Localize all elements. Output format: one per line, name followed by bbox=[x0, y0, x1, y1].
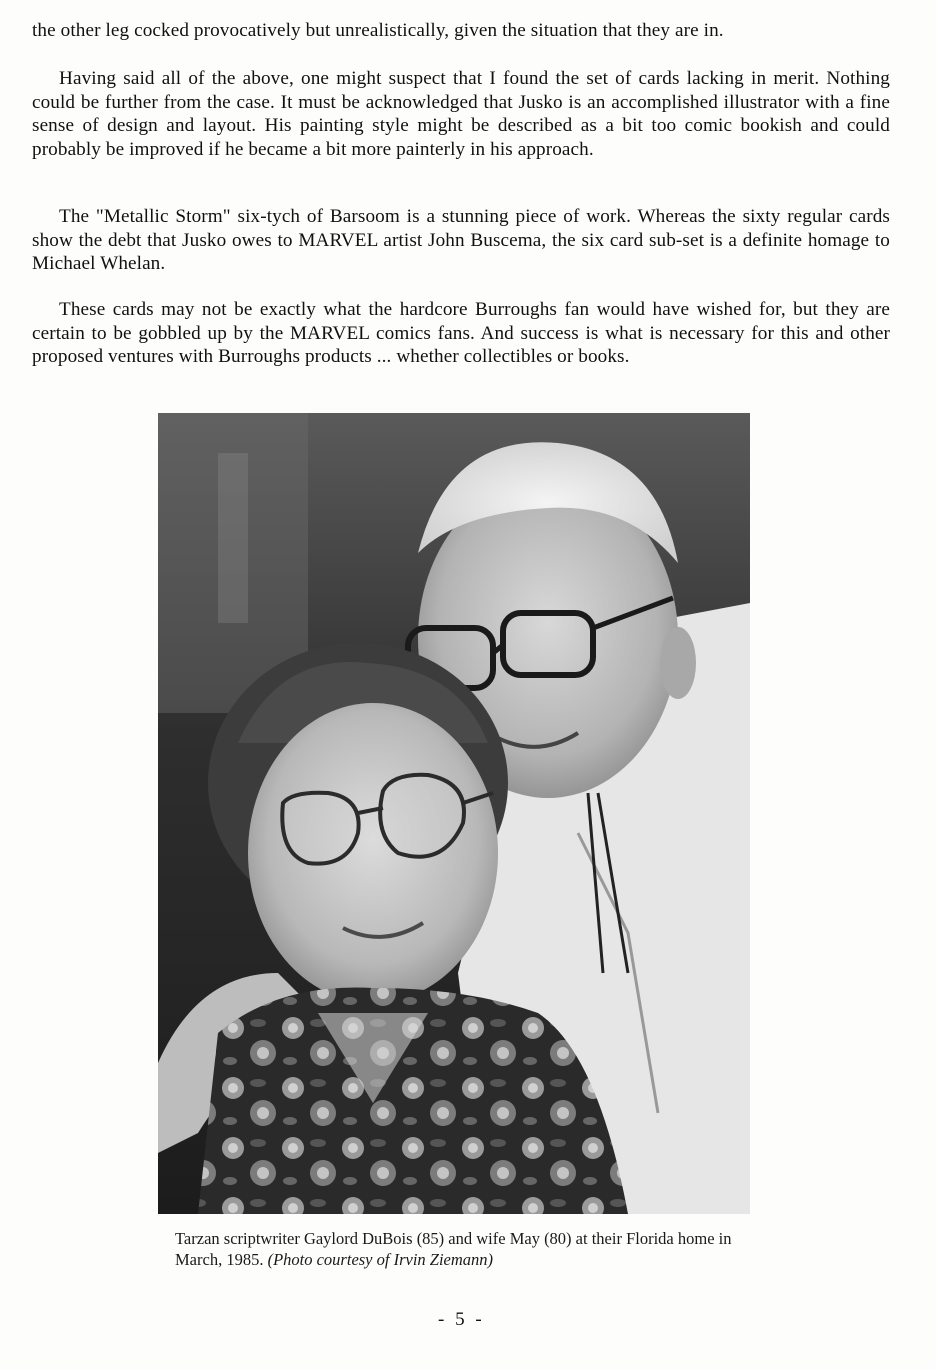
paragraph-continuation: the other leg cocked provocatively but unrealistically, given the situation that they are in. bbox=[32, 20, 724, 41]
paragraph-conclusion: These cards may not be exactly what the hardcore Burroughs fan would have wished for, but they are certain to be gobbled up by the MARVEL comics fans. And success is what is necessary for this and other proposed ventures with Burroughs products ... whether collectibles or books. bbox=[32, 299, 890, 368]
photo-illustration bbox=[158, 413, 750, 1214]
photograph bbox=[158, 413, 750, 1214]
photo-caption bbox=[175, 1228, 745, 1270]
paragraph-metallic-storm: The "Metallic Storm" six-tych of Barsoom is a stunning piece of work. Whereas the sixty regular cards show the debt that Jusko owes to MARVEL artist John Buscema, the six card sub-set is a definite homage to Michael Whelan. bbox=[32, 206, 890, 275]
paragraph-merit: Having said all of the above, one might suspect that I found the set of cards lacking in merit. Nothing could be further from the case. It must be acknowledged that Jusko is an accomplished illustrator with a fine sense of design and layout. His painting style might be described as a bit too comic bookish and could probably be improved if he became a bit more painterly in his approach. bbox=[32, 68, 890, 160]
caption-credit: (Photo courtesy of Irvin Ziemann) bbox=[267, 1250, 494, 1269]
caption-text: Tarzan scriptwriter Gaylord DuBois (85) and wife May (80) at their Florida home in March, 1985. bbox=[175, 1229, 732, 1269]
page-number: - 5 - bbox=[438, 1309, 485, 1330]
